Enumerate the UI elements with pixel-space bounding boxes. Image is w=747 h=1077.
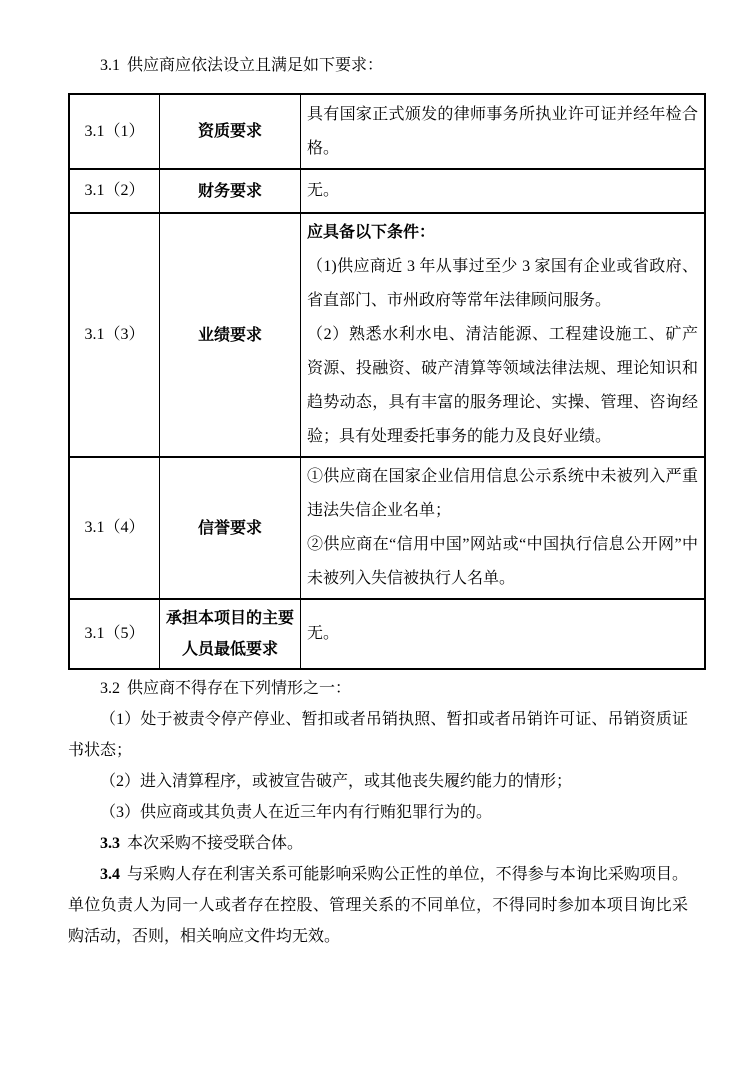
content-paragraph: ②供应商在“信用中国”网站或“中国执行信息公开网”中未被列入失信被执行人名单。 <box>307 536 698 587</box>
row-content-cell <box>301 169 706 213</box>
paragraph-3-2-item-3 <box>68 797 688 828</box>
table-row-qualification <box>69 94 705 169</box>
row-id-cell: 3.1（2） <box>69 169 160 213</box>
paragraph-text: 与采购人存在利害关系可能影响采购公正性的单位，不得参与本询比采购项目。单位负责人为同一人或者存在控股、管理关系的不同单位，不得同时参加本项目询比采购活动，否则，相关响应文件均无效。 <box>68 866 688 945</box>
row-content-cell <box>301 213 706 457</box>
paragraph-3-2 <box>68 673 688 704</box>
paragraph-number: 3.3 <box>100 835 120 852</box>
row-label-cell: 承担本项目的主要人员最低要求 <box>160 599 301 669</box>
content-paragraph: 具有国家正式颁发的律师事务所执业许可证并经年检合格。 <box>307 105 698 157</box>
row-label-cell: 业绩要求 <box>160 213 301 457</box>
row-content-cell <box>301 457 706 599</box>
paragraph-text: 供应商不得存在下列情形之一： <box>127 680 352 697</box>
row-content-cell <box>301 94 706 169</box>
content-paragraph: （1)供应商近 3 年从事过至少 3 家国有企业或省政府、省直部门、市州政府等常年法律顾问服务。 <box>307 258 698 309</box>
content-paragraph: 无。 <box>307 625 340 642</box>
row-id-cell: 3.1（5） <box>69 599 160 669</box>
table-row-finance <box>69 169 705 213</box>
paragraph-3-4 <box>68 859 688 952</box>
table-row-performance <box>69 213 705 457</box>
section-number: 3.1 <box>100 57 120 74</box>
row-label-cell: 资质要求 <box>160 94 301 169</box>
paragraph-text: （3）供应商或其负责人在近三年内有行贿犯罪行为的。 <box>100 804 493 821</box>
row-label-cell: 财务要求 <box>160 169 301 213</box>
row-label-cell: 信誉要求 <box>160 457 301 599</box>
paragraph-3-2-item-1 <box>68 704 688 766</box>
section-heading-3-1 <box>68 55 688 77</box>
row-id-cell: 3.1（1） <box>69 94 160 169</box>
row-content-cell <box>301 599 706 669</box>
content-paragraph: （2）熟悉水利水电、清洁能源、工程建设施工、矿产资源、投融资、破产清算等领域法律法规、理论知识和趋势动态，具有丰富的服务理论、实操、管理、咨询经验；具有处理委托事务的能力及良好业绩。 <box>307 326 698 445</box>
paragraph-text: （2）进入清算程序，或被宣告破产，或其他丧失履约能力的情形； <box>100 773 573 790</box>
content-paragraph: 无。 <box>307 182 340 199</box>
paragraph-number: 3.2 <box>100 680 120 697</box>
supplier-requirements-table <box>68 93 706 670</box>
paragraph-text: （1）处于被责令停产停业、暂扣或者吊销执照、暂扣或者吊销许可证、吊销资质证书状态； <box>68 711 688 759</box>
paragraph-text: 本次采购不接受联合体。 <box>127 835 304 852</box>
table-row-reputation <box>69 457 705 599</box>
content-paragraph: ①供应商在国家企业信用信息公示系统中未被列入严重违法失信企业名单； <box>307 468 698 519</box>
body-paragraphs <box>68 673 688 952</box>
table-row-key-personnel <box>69 599 705 669</box>
row-id-cell: 3.1（4） <box>69 457 160 599</box>
paragraph-3-3 <box>68 828 688 859</box>
content-paragraph-title: 应具备以下条件： <box>307 224 436 241</box>
row-id-cell: 3.1（3） <box>69 213 160 457</box>
section-heading-text: 供应商应依法设立且满足如下要求： <box>127 57 384 74</box>
paragraph-number: 3.4 <box>100 866 120 883</box>
paragraph-3-2-item-2 <box>68 766 688 797</box>
